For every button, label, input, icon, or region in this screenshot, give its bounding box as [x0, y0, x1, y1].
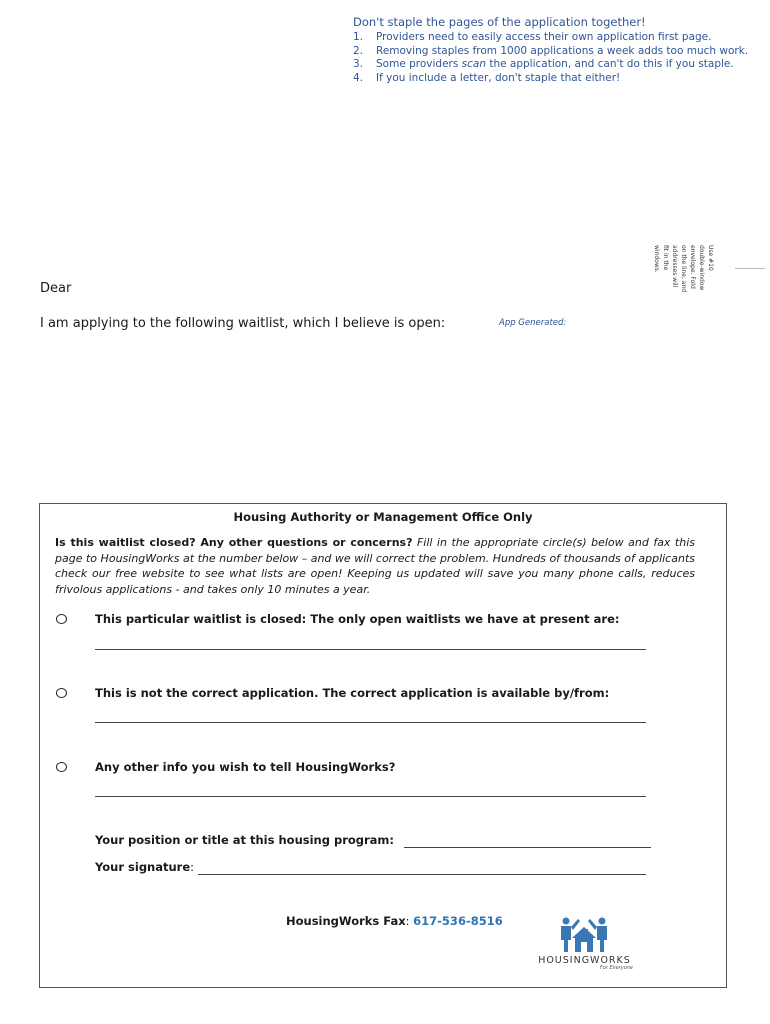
staple-reasons-list — [353, 31, 753, 85]
staple-notice-title: Don't staple the pages of the application together! — [353, 15, 646, 29]
section-title: Housing Authority or Management Office Only — [233, 510, 533, 524]
envelope-hint-text: Use #10 double-window envelope. Fold on the line, and addresses will fit in the windows. — [653, 245, 714, 293]
wrong-application-radio[interactable] — [56, 688, 67, 698]
fax-label: HousingWorks Fax — [286, 914, 406, 928]
signature-label: Your signature — [95, 860, 191, 874]
signature-field: Your signature: — [95, 860, 646, 875]
app-generated-label: App Generated: — [499, 318, 567, 328]
list-item: 4. If you include a letter, don't staple that either! — [353, 71, 621, 84]
other-info-answer-line[interactable] — [95, 796, 646, 797]
houses-people-icon — [528, 914, 643, 956]
fax-line: HousingWorks Fax: 617-536-8516 — [286, 914, 503, 928]
position-input-line[interactable] — [404, 833, 651, 848]
other-info-radio[interactable] — [56, 762, 67, 772]
staple-notice — [353, 15, 753, 85]
fax-number: 617-536-8516 — [413, 914, 503, 928]
signature-input-line[interactable] — [198, 860, 646, 875]
envelope-hint — [653, 245, 715, 293]
option-label: Any other info you wish to tell HousingWorks? — [95, 760, 396, 774]
logo-wordmark: HOUSINGWORKS — [538, 955, 631, 966]
applying-statement: I am applying to the following waitlist, which I believe is open: — [40, 316, 446, 331]
list-item: 3. Some providers scan the application, and can't do this if you staple. — [353, 58, 734, 70]
logo-tagline: For Everyone — [599, 965, 633, 971]
list-item: 1. Providers need to easily access their own application first page. — [353, 31, 712, 43]
position-label: Your position or title at this housing program: — [95, 833, 395, 847]
option-label: This is not the correct application. The correct application is available by/from: — [95, 686, 610, 700]
office-only-section — [39, 503, 727, 988]
fold-line — [735, 268, 765, 269]
option-label: This particular waitlist is closed: The only open waitlists we have at present are: — [95, 612, 620, 626]
waitlist-closed-radio[interactable] — [56, 614, 67, 624]
correct-application-answer-line[interactable] — [95, 722, 646, 723]
position-field — [95, 833, 651, 848]
open-waitlists-answer-line[interactable] — [95, 649, 646, 650]
section-instructions: Is this waitlist closed? Any other questions or concerns? Fill in the appropriate circle(s) below and fax this page to HousingWorks at the number below – and we will correct the problem. Hundreds of thousands of applicants check our free website to see what lists are open! Keeping us updated will save you many phone calls, reduces frivolous applications - and takes only 10 minutes a year. — [55, 536, 695, 596]
housingworks-logo — [528, 914, 643, 974]
list-item: 2. Removing staples from 1000 applications a week adds too much work. — [353, 44, 749, 57]
salutation: Dear — [40, 281, 72, 296]
